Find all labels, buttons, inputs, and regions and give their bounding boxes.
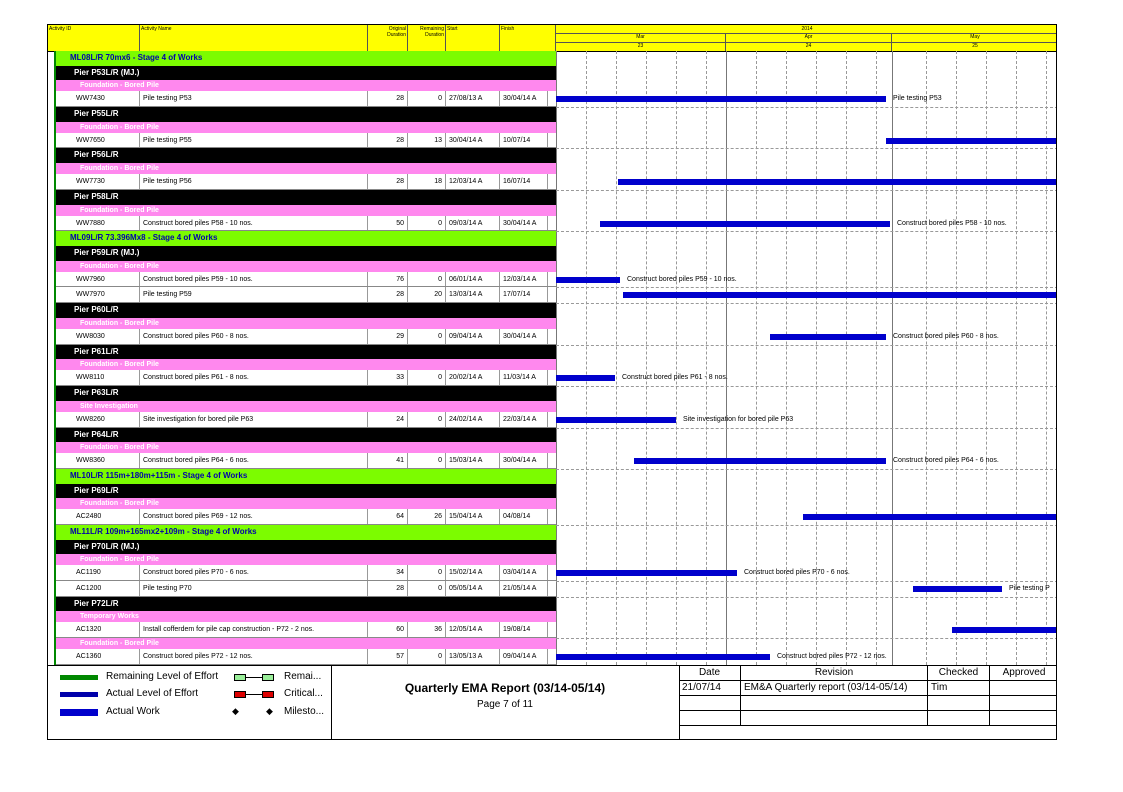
start-date-cell[interactable]: 09/03/14 A — [446, 216, 500, 231]
start-date-cell[interactable]: 12/05/14 A — [446, 622, 500, 637]
finish-date-cell[interactable]: 12/03/14 A — [500, 272, 548, 287]
report-page: Page 7 of 11 — [477, 699, 533, 710]
rev-header-revision: Revision — [741, 666, 928, 681]
group-label: ML09L/R 73.396Mx8 - Stage 4 of Works — [70, 233, 218, 243]
activity-table — [48, 51, 556, 665]
original-duration-cell[interactable]: 57 — [368, 649, 408, 664]
rev-row-date: 21/07/14 — [679, 681, 741, 696]
group-label: Pier P59L/R (MJ.) — [74, 247, 140, 257]
rev-header-date: Date — [679, 666, 741, 681]
pier-group-row[interactable] — [56, 246, 556, 261]
wbs-group-row[interactable] — [56, 498, 556, 509]
wbs-group-row[interactable] — [56, 163, 556, 174]
activity-name-cell[interactable]: Pile testing P53 — [140, 91, 368, 106]
original-duration-cell[interactable]: 60 — [368, 622, 408, 637]
original-duration-cell[interactable]: 34 — [368, 565, 408, 580]
week-25: 25 — [972, 43, 978, 49]
remaining-duration-cell[interactable]: 0 — [408, 412, 446, 427]
actual-work-bar[interactable] — [600, 221, 890, 227]
activity-name-cell[interactable]: Construct bored piles P61 - 8 nos. — [140, 370, 368, 385]
start-date-cell[interactable]: 20/02/14 A — [446, 370, 500, 385]
group-label: Foundation - Bored Pile — [80, 556, 159, 564]
report-title: Quarterly EMA Report (03/14-05/14) — [404, 681, 606, 695]
group-label: Foundation - Bored Pile — [80, 640, 159, 648]
actual-work-bar[interactable] — [952, 627, 1057, 633]
activity-name-cell[interactable]: Construct bored piles P58 - 10 nos. — [140, 216, 368, 231]
start-date-cell[interactable]: 27/08/13 A — [446, 91, 500, 106]
actual-work-bar[interactable] — [556, 417, 676, 423]
start-date-cell[interactable]: 15/04/14 A — [446, 509, 500, 524]
activity-id-cell[interactable]: WW8030 — [56, 329, 140, 344]
activity-row[interactable] — [56, 412, 556, 428]
original-duration-cell[interactable]: 64 — [368, 509, 408, 524]
activity-row[interactable] — [56, 370, 556, 386]
column-header — [48, 25, 1057, 52]
group-label: Pier P60L/R — [74, 305, 119, 315]
group-label: Pier P56L/R — [74, 150, 119, 160]
wbs-group-row[interactable] — [56, 205, 556, 216]
bar-label: Construct bored piles P58 - 10 nos. — [897, 219, 1007, 227]
remaining-duration-cell[interactable]: 0 — [408, 329, 446, 344]
gantt-row-separator — [556, 386, 1057, 387]
pier-group-row[interactable] — [56, 428, 556, 443]
group-label: Foundation - Bored Pile — [80, 206, 159, 214]
finish-date-cell[interactable]: 21/05/14 A — [500, 581, 548, 596]
wbs-group-row[interactable] — [56, 401, 556, 412]
month-may: May — [970, 34, 980, 40]
activity-name-cell[interactable]: Construct bored piles P64 - 6 nos. — [140, 453, 368, 468]
remaining-duration-cell[interactable]: 0 — [408, 272, 446, 287]
group-label: Site Investigation — [80, 402, 138, 410]
week-23: 23 — [556, 42, 726, 51]
rev-empty-cell — [679, 711, 741, 726]
remaining-duration-cell[interactable]: 0 — [408, 581, 446, 596]
original-duration-cell[interactable]: 28 — [368, 287, 408, 302]
finish-date-cell[interactable]: 17/07/14 — [500, 287, 548, 302]
legend-actual-loe-swatch — [60, 692, 98, 697]
activity-row[interactable] — [56, 565, 556, 581]
actual-work-bar[interactable] — [770, 334, 886, 340]
legend-critical-swatch — [234, 690, 274, 699]
legend-actual-loe: Actual Level of Effort — [106, 688, 199, 699]
timescale-year: 2014 — [556, 25, 1057, 34]
original-duration-cell[interactable]: 76 — [368, 272, 408, 287]
pier-group-row[interactable] — [56, 148, 556, 163]
actual-work-bar[interactable] — [556, 375, 615, 381]
start-date-cell[interactable]: 13/03/14 A — [446, 287, 500, 302]
gantt-sheet — [47, 24, 1057, 740]
activity-id-cell[interactable]: AC1190 — [56, 565, 140, 580]
wbs-group-row[interactable] — [56, 611, 556, 622]
report-title-panel — [331, 666, 680, 740]
report-footer — [48, 665, 1057, 740]
group-label: Pier P53L/R (MJ.) — [74, 67, 140, 77]
actual-work-bar[interactable] — [886, 138, 1057, 144]
month-apr: Apr — [726, 33, 892, 42]
finish-date-cell[interactable]: 22/03/14 A — [500, 412, 548, 427]
actual-work-bar[interactable] — [913, 586, 1002, 592]
rev-empty-cell — [928, 696, 990, 711]
bar-label: Construct bored piles P60 - 8 nos. — [893, 332, 999, 340]
activity-row[interactable] — [56, 581, 556, 597]
rev-empty-cell — [741, 696, 928, 711]
group-label: Foundation - Bored Pile — [80, 361, 159, 369]
activity-name-cell[interactable]: Pile testing P56 — [140, 174, 368, 189]
bar-label: Construct bored piles P61 - 8 nos. — [622, 374, 728, 382]
group-label: Foundation - Bored Pile — [80, 82, 159, 90]
col-activity-id[interactable]: Activity ID — [48, 25, 140, 51]
activity-row[interactable] — [56, 329, 556, 345]
col-finish[interactable]: Finish — [500, 25, 556, 51]
project-group-row[interactable] — [56, 525, 556, 540]
rev-empty-cell — [741, 711, 928, 726]
gantt-row-separator — [556, 190, 1057, 191]
group-label: Pier P72L/R — [74, 598, 119, 608]
start-date-cell[interactable]: 06/01/14 A — [446, 272, 500, 287]
activity-id-cell[interactable]: WW7970 — [56, 287, 140, 302]
activity-row[interactable] — [56, 509, 556, 525]
bar-label: Construct bored piles P72 - 12 nos. — [777, 653, 887, 661]
start-date-cell[interactable]: 12/03/14 A — [446, 174, 500, 189]
bar-label: Construct bored piles P64 - 6 nos. — [893, 457, 999, 465]
activity-id-cell[interactable]: AC2480 — [56, 509, 140, 524]
gantt-row-separator — [556, 231, 1057, 232]
activity-name-cell[interactable]: Construct bored piles P70 - 6 nos. — [140, 565, 368, 580]
actual-work-bar[interactable] — [556, 654, 770, 660]
finish-date-cell[interactable]: 09/04/14 A — [500, 649, 548, 664]
legend-remaining-loe-swatch — [60, 675, 98, 680]
original-duration-cell[interactable]: 29 — [368, 329, 408, 344]
group-label: ML10L/R 115m+180m+115m - Stage 4 of Works — [70, 470, 248, 480]
rev-empty-cell — [990, 696, 1057, 711]
gantt-body — [48, 51, 1057, 665]
pier-group-row[interactable] — [56, 484, 556, 499]
group-label: Foundation - Bored Pile — [80, 262, 159, 270]
activity-row[interactable] — [56, 272, 556, 288]
activity-name-cell[interactable]: Pile testing P70 — [140, 581, 368, 596]
legend-actual-work: Actual Work — [106, 706, 160, 717]
gantt-row-separator — [556, 597, 1057, 598]
activity-row[interactable] — [56, 174, 556, 190]
activity-row[interactable] — [56, 91, 556, 107]
activity-id-cell[interactable]: WW7430 — [56, 91, 140, 106]
remaining-duration-cell[interactable]: 0 — [408, 91, 446, 106]
week-24: 24 — [726, 42, 892, 51]
activity-name-cell[interactable]: Pile testing P55 — [140, 133, 368, 148]
gantt-row-separator — [556, 525, 1057, 526]
group-label: Pier P63L/R — [74, 388, 119, 398]
project-group-row[interactable] — [56, 51, 556, 66]
gantt-row-separator — [556, 581, 1057, 582]
group-label: Foundation - Bored Pile — [80, 444, 159, 452]
wbs-group-row[interactable] — [56, 442, 556, 453]
original-duration-cell[interactable]: 28 — [368, 174, 408, 189]
activity-id-cell[interactable]: WW7730 — [56, 174, 140, 189]
group-label: Pier P55L/R — [74, 109, 119, 119]
pier-group-row[interactable] — [56, 107, 556, 122]
pier-group-row[interactable] — [56, 303, 556, 318]
group-label: Foundation - Bored Pile — [80, 319, 159, 327]
group-label: Foundation - Bored Pile — [80, 500, 159, 508]
timescale-weeks — [556, 42, 1057, 51]
wbs-group-row[interactable] — [56, 122, 556, 133]
activity-row[interactable] — [56, 622, 556, 638]
pier-group-row[interactable] — [56, 345, 556, 360]
legend-actual-work-swatch — [60, 709, 98, 716]
finish-date-cell[interactable]: 30/04/14 A — [500, 453, 548, 468]
original-duration-cell[interactable]: 28 — [368, 91, 408, 106]
finish-date-cell[interactable]: 30/04/14 A — [500, 329, 548, 344]
rev-empty-cell — [990, 711, 1057, 726]
original-duration-cell[interactable]: 41 — [368, 453, 408, 468]
legend-milestone: Milesto... — [284, 706, 325, 717]
rev-header-checked: Checked — [928, 666, 990, 681]
finish-date-cell[interactable]: 03/04/14 A — [500, 565, 548, 580]
group-label: Foundation - Bored Pile — [80, 165, 159, 173]
activity-id-cell[interactable]: WW7650 — [56, 133, 140, 148]
remaining-duration-cell[interactable]: 20 — [408, 287, 446, 302]
gantt-row-separator — [556, 345, 1057, 346]
start-date-cell[interactable]: 30/04/14 A — [446, 133, 500, 148]
wbs-group-row[interactable] — [56, 261, 556, 272]
milestone-diamond-icon: ◆ — [232, 706, 239, 716]
col-remaining-duration[interactable]: Remaining Duration — [408, 25, 446, 51]
activity-id-cell[interactable]: WW8260 — [56, 412, 140, 427]
finish-date-cell[interactable]: 10/07/14 — [500, 133, 548, 148]
project-group-row[interactable] — [56, 469, 556, 484]
group-label: Pier P70L/R (MJ.) — [74, 541, 140, 551]
bar-label: Construct bored piles P59 - 10 nos. — [627, 275, 737, 283]
remaining-duration-cell[interactable]: 18 — [408, 174, 446, 189]
remaining-duration-cell[interactable]: 0 — [408, 565, 446, 580]
finish-date-cell[interactable]: 30/04/14 A — [500, 216, 548, 231]
activity-id-cell[interactable]: WW8360 — [56, 453, 140, 468]
start-date-cell[interactable]: 13/05/13 A — [446, 649, 500, 664]
milestone-diamond-end-icon: ◆ — [266, 706, 273, 716]
start-date-cell[interactable]: 24/02/14 A — [446, 412, 500, 427]
original-duration-cell[interactable]: 50 — [368, 216, 408, 231]
pier-group-row[interactable] — [56, 66, 556, 81]
original-duration-cell[interactable]: 24 — [368, 412, 408, 427]
wbs-group-row[interactable] — [56, 359, 556, 370]
wbs-group-row[interactable] — [56, 80, 556, 91]
wbs-group-row[interactable] — [56, 318, 556, 329]
legend-remaining-work: Remai... — [284, 671, 322, 682]
activity-row[interactable] — [56, 649, 556, 665]
finish-date-cell[interactable]: 30/04/14 A — [500, 91, 548, 106]
activity-id-cell[interactable]: AC1200 — [56, 581, 140, 596]
group-label: Pier P69L/R — [74, 485, 119, 495]
gantt-chart-area — [556, 51, 1057, 665]
rev-header-approved: Approved — [990, 666, 1057, 681]
actual-work-bar[interactable] — [803, 514, 1057, 520]
legend-critical: Critical... — [284, 688, 323, 699]
remaining-duration-cell[interactable]: 0 — [408, 649, 446, 664]
activity-name-cell[interactable]: Construct bored piles P72 - 12 nos. — [140, 649, 368, 664]
activity-id-cell[interactable]: WW7960 — [56, 272, 140, 287]
remaining-duration-cell[interactable]: 0 — [408, 453, 446, 468]
rev-row-approved — [990, 681, 1057, 696]
start-date-cell[interactable]: 15/03/14 A — [446, 453, 500, 468]
gantt-row-separator — [556, 148, 1057, 149]
finish-date-cell[interactable]: 11/03/14 A — [500, 370, 548, 385]
group-label: ML08L/R 70mx6 - Stage 4 of Works — [70, 53, 203, 62]
original-duration-cell[interactable]: 33 — [368, 370, 408, 385]
remaining-duration-cell[interactable]: 0 — [408, 216, 446, 231]
start-date-cell[interactable]: 09/04/14 A — [446, 329, 500, 344]
actual-work-bar[interactable] — [623, 292, 1057, 298]
activity-name-cell[interactable]: Construct bored piles P69 - 12 nos. — [140, 509, 368, 524]
gantt-row-separator — [556, 303, 1057, 304]
finish-date-cell[interactable]: 04/08/14 — [500, 509, 548, 524]
project-group-row[interactable] — [56, 231, 556, 246]
group-label: ML11L/R 109m+165mx2+109m - Stage 4 of Works — [70, 527, 257, 536]
group-label: Pier P61L/R — [74, 346, 119, 356]
col-start[interactable]: Start — [446, 25, 500, 51]
start-date-cell[interactable]: 05/05/14 A — [446, 581, 500, 596]
start-date-cell[interactable]: 15/02/14 A — [446, 565, 500, 580]
original-duration-cell[interactable]: 28 — [368, 133, 408, 148]
col-activity-name[interactable]: Activity Name — [140, 25, 368, 51]
pier-group-row[interactable] — [56, 386, 556, 401]
wbs-group-row[interactable] — [56, 638, 556, 649]
actual-work-bar[interactable] — [556, 96, 886, 102]
gantt-gridline — [876, 51, 877, 665]
rev-row-checked: Tim — [928, 681, 990, 696]
group-label: Pier P64L/R — [74, 429, 119, 439]
pier-group-row[interactable] — [56, 190, 556, 205]
gantt-row-separator — [556, 107, 1057, 108]
activity-row[interactable] — [56, 216, 556, 232]
finish-date-cell[interactable]: 16/07/14 — [500, 174, 548, 189]
activity-name-cell[interactable]: Construct bored piles P59 - 10 nos. — [140, 272, 368, 287]
activity-id-cell[interactable]: WW8110 — [56, 370, 140, 385]
actual-work-bar[interactable] — [556, 277, 620, 283]
rev-empty-cell — [928, 711, 990, 726]
legend-remaining-work-swatch — [234, 673, 274, 682]
actual-work-bar[interactable] — [634, 458, 886, 464]
gantt-row-separator — [556, 428, 1057, 429]
activity-id-cell[interactable]: AC1360 — [56, 649, 140, 664]
activity-id-cell[interactable]: AC1320 — [56, 622, 140, 637]
remaining-duration-cell[interactable]: 36 — [408, 622, 446, 637]
original-duration-cell[interactable]: 28 — [368, 581, 408, 596]
wbs-group-row[interactable] — [56, 554, 556, 565]
activity-row[interactable] — [56, 133, 556, 149]
remaining-duration-cell[interactable]: 13 — [408, 133, 446, 148]
legend-panel — [48, 666, 332, 740]
rev-row-revision: EM&A Quarterly report (03/14-05/14) — [741, 681, 928, 696]
col-original-duration[interactable]: Original Duration — [368, 25, 408, 51]
gantt-row-separator — [556, 469, 1057, 470]
group-label: Pier P58L/R — [74, 191, 119, 201]
bar-label: Construct bored piles P70 - 6 nos. — [744, 569, 850, 577]
pier-group-row[interactable] — [56, 540, 556, 555]
pier-group-row[interactable] — [56, 597, 556, 612]
activity-name-cell[interactable]: Pile testing P59 — [140, 287, 368, 302]
activity-name-cell[interactable]: Site investigation for bored pile P63 — [140, 412, 368, 427]
activity-name-cell[interactable]: Construct bored piles P60 - 8 nos. — [140, 329, 368, 344]
group-label: Temporary Works — [80, 613, 139, 621]
group-label: Foundation - Bored Pile — [80, 123, 159, 131]
activity-row[interactable] — [56, 453, 556, 469]
actual-work-bar[interactable] — [618, 179, 1057, 185]
month-mar: Mar — [556, 33, 726, 42]
gantt-row-separator — [556, 287, 1057, 288]
remaining-duration-cell[interactable]: 0 — [408, 370, 446, 385]
bar-label: Site investigation for bored pile P63 — [683, 415, 794, 423]
finish-date-cell[interactable]: 19/08/14 — [500, 622, 548, 637]
activity-id-cell[interactable]: WW7880 — [56, 216, 140, 231]
revision-table — [679, 666, 1057, 740]
gantt-row-separator — [556, 638, 1057, 639]
activity-name-cell[interactable]: Install cofferdem for pile cap construction - P72 - 2 nos. — [140, 622, 368, 637]
rev-empty-cell — [679, 696, 741, 711]
remaining-duration-cell[interactable]: 26 — [408, 509, 446, 524]
legend-remaining-loe: Remaining Level of Effort — [106, 671, 219, 682]
bar-label: Pile testing P53 — [893, 95, 942, 103]
activity-row[interactable] — [56, 287, 556, 303]
actual-work-bar[interactable] — [556, 570, 737, 576]
bar-label: Pile testing P — [1009, 584, 1050, 592]
